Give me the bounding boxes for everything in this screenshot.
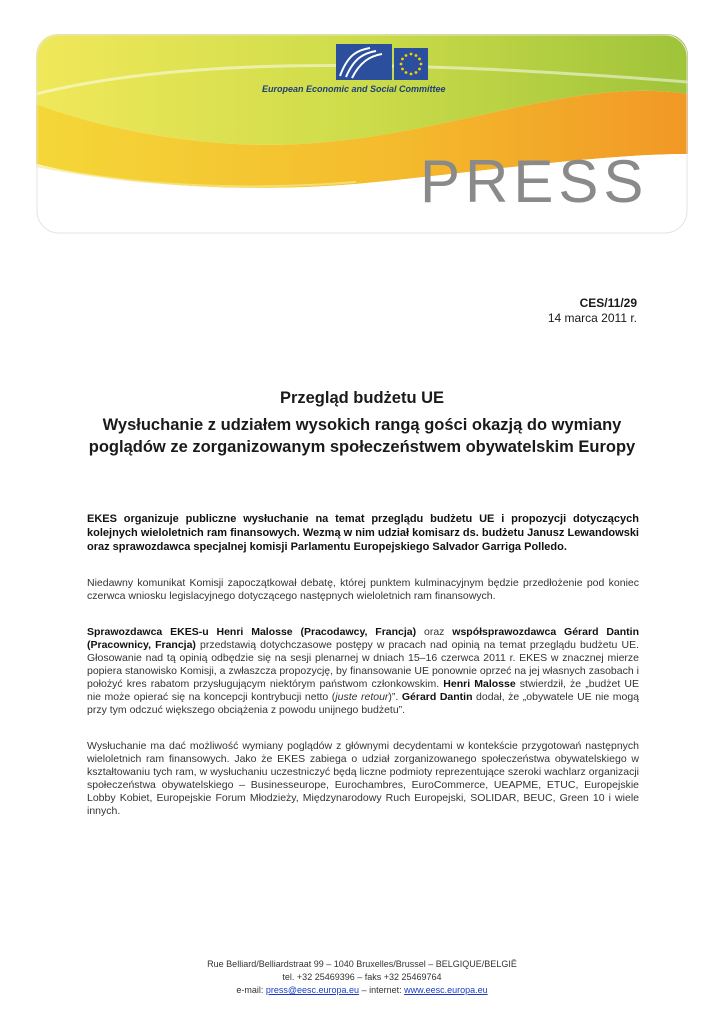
paragraph-2-text-2: stwierdził, że „budżet UE nie może opierać się na koncepcji kontrybucji netto (: [87, 678, 639, 703]
paragraph-3: Wysłuchanie ma dać możliwość wymiany poglądów z głównymi decydentami w kontekście przygotowań następnych wieloletnich ram finansowych. Jako że EKES zabiega o udział zorganizowanego społeczeństwa obywatelskiego w kształtowaniu tych ram, w wysłuchaniu uczestniczyć będą liczne podmioty reprezentujące szeroki wachlarz organizacji społeczeństwa obywatelskiego – Businesseurope, Eurochambres, EuroCommerce, UEAPME, ETUC, Europejskie Lobby Kobiet, Europejskie Forum Młodzieży, Międzynarodowy Ruch Europejski, SOLIDAR, BEUC, Green 10 i wiele innych.: [87, 740, 639, 817]
page-title: Przegląd budżetu UE: [279, 389, 445, 407]
reference-date: 14 marca 2011 r.: [547, 311, 637, 325]
footer-contacts: [62, 984, 662, 997]
org-name: European Economic and Social Committee: [262, 84, 446, 94]
paragraph-1: Niedawny komunikat Komisji zapoczątkował debatę, której punktem kulminacyjnym będzie przedłożenie pod koniec czerwca wniosku legislacyjnego dotyczącego następnych wieloletnich ram finansowych.: [87, 577, 639, 602]
corapporteur-label: współsprawozdawca: [452, 626, 557, 638]
corapporteur-name: Gérard Dantin (Pracownicy, Francja): [87, 626, 640, 651]
paragraph-2-text-3: )”.: [388, 691, 402, 703]
footer-address: Rue Belliard/Belliardstraat 99 – 1040 Bruxelles/Brussel – BELGIQUE/BELGIË: [207, 959, 517, 969]
quote-name-1: Henri Malosse: [443, 678, 516, 690]
footer: [62, 958, 662, 997]
press-heading: PRESS: [420, 148, 649, 215]
footer-email-label: e-mail:: [236, 985, 266, 995]
footer-phone: tel. +32 25469396 – faks +32 25469764: [282, 972, 442, 982]
eesc-eu-flag-logo: [336, 44, 428, 114]
paragraph-2-text-1: przedstawią dotychczasowe postępy w pracach nad opinią na temat przeglądu budżetu UE. Głosowanie nad tą opinią odbędzie się na sesji plenarnej w dniach 15–16 czerwca 2011 r. EKES w znacznej mierze popiera stanowisko Komisji, a zwłaszcza propozycję, by finansowanie UE ponownie oprzeć na jej własnych zasobach i położyć kres rabatom przysługującym niektórym państwom członkowskim.: [87, 639, 639, 690]
quote-name-2: Gérard Dantin: [401, 691, 473, 703]
reference-number: CES/11/29: [579, 296, 637, 310]
paragraph-2-and: oraz: [416, 626, 453, 638]
page-subtitle: Wysłuchanie z udziałem wysokich rangą gości okazją do wymiany poglądów ze zorganizowanym społeczeństwem obywatelskim Europy: [88, 416, 636, 456]
press-banner: [36, 34, 688, 234]
lead-paragraph: EKES organizuje publiczne wysłuchanie na temat przeglądu budżetu UE i propozycji dotyczących kolejnych wieloletnich ram finansowych. Wezmą w nim udział komisarz ds. budżetu Janusz Lewandowski oraz sprawozdawca specjalnej komisji Parlamentu Europejskiego Salvador Garriga Polledo.: [87, 513, 639, 553]
footer-email-link[interactable]: press@eesc.europa.eu: [265, 985, 360, 995]
paragraph-2-text-4: dodał, że „obywatele UE nie mogą przy tym odczuć większego obciążenia z powodu unijnego budżetu”.: [87, 691, 640, 716]
paragraph-2: [87, 626, 639, 717]
juste-retour-term: juste retour: [335, 691, 389, 703]
footer-internet-label: – internet:: [359, 985, 405, 995]
reference-block: [548, 296, 637, 326]
rapporteur-name: Sprawozdawca EKES-u Henri Malosse (Pracodawcy, Francja): [87, 626, 417, 638]
footer-internet-link[interactable]: www.eesc.europa.eu: [404, 985, 488, 995]
